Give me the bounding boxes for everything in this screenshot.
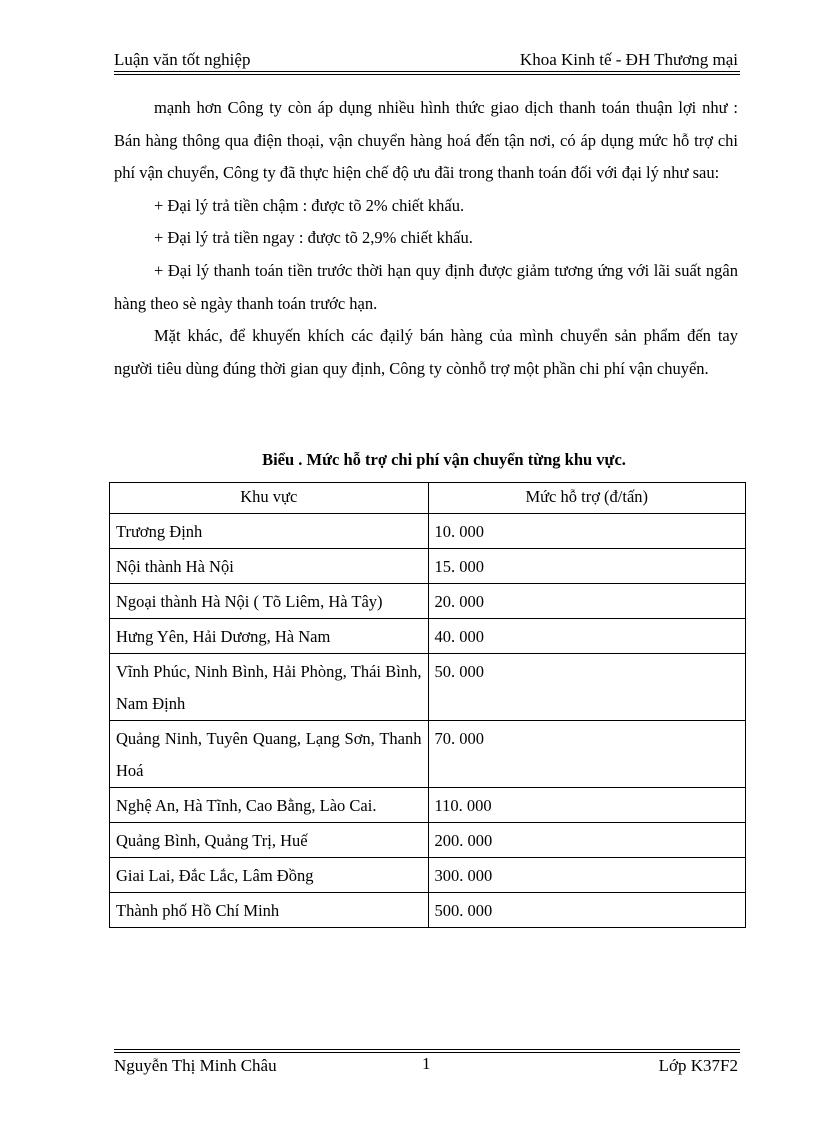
bullet-early-payment: + Đại lý thanh toán tiền trước thời hạn quy định được giảm tương ứng với lãi suất ngân hàng theo sè ngày thanh toán trước hạn. (114, 260, 738, 313)
amount-cell: 40. 000 (428, 619, 746, 654)
table-row (110, 514, 746, 549)
table-row (110, 584, 746, 619)
region-cell: Quảng Ninh, Tuyên Quang, Lạng Sơn, Thanh Hoá (110, 721, 429, 788)
table-caption: Biểu . Mức hỗ trợ chi phí vận chuyển từng khu vực. (262, 450, 626, 469)
amount-cell: 10. 000 (428, 514, 746, 549)
table-row (110, 654, 746, 721)
region-cell: Giai Lai, Đắc Lắc, Lâm Đồng (110, 858, 429, 893)
header-faculty: Khoa Kinh tế - ĐH Thương mại (519, 50, 738, 69)
page-header (114, 48, 738, 72)
transport-support-table (109, 482, 746, 928)
region-cell: Ngoại thành Hà Nội ( Tõ Liêm, Hà Tây) (110, 584, 429, 619)
region-cell: Nghệ An, Hà Tĩnh, Cao Bằng, Lào Cai. (110, 788, 429, 823)
amount-cell: 70. 000 (428, 721, 746, 788)
amount-cell: 110. 000 (428, 788, 746, 823)
footer-divider (114, 1049, 740, 1050)
footer-class: Lớp K37F2 (658, 1056, 738, 1075)
amount-cell: 200. 000 (428, 823, 746, 858)
region-cell: Hưng Yên, Hải Dương, Hà Nam (110, 619, 429, 654)
paragraph-transport-support: Mặt khác, để khuyến khích các đạilý bán hàng của mình chuyển sản phẩm đến tay người tiêu dùng đúng thời gian quy định, Công ty cònhỗ trợ một phần chi phí vận chuyển. (114, 326, 738, 378)
table-row (110, 893, 746, 928)
column-header-region: Khu vực (110, 483, 429, 514)
table-row (110, 823, 746, 858)
region-cell: Trương Định (110, 514, 429, 549)
amount-cell: 15. 000 (428, 549, 746, 584)
header-divider (114, 71, 740, 72)
region-cell: Nội thành Hà Nội (110, 549, 429, 584)
region-cell: Quảng Bình, Quảng Trị, Huế (110, 823, 429, 858)
bullet-late-payment: + Đại lý trả tiền chậm : được tõ 2% chiết khấu. (154, 195, 465, 215)
amount-cell: 50. 000 (428, 654, 746, 721)
header-thesis-title: Luận văn tốt nghiệp (114, 50, 251, 69)
table-row (110, 858, 746, 893)
page-number: 1 (422, 1054, 431, 1073)
table-header-row (110, 483, 746, 514)
region-cell: Thành phố Hồ Chí Minh (110, 893, 429, 928)
bullet-immediate-payment: + Đại lý trả tiền ngay : được tõ 2,9% chiết khấu. (154, 228, 473, 248)
footer-divider-double (114, 1052, 740, 1053)
table-row (110, 549, 746, 584)
table-row (110, 788, 746, 823)
table-row (110, 721, 746, 788)
table-row (110, 619, 746, 654)
column-header-support-amount: Mức hỗ trợ (đ/tấn) (428, 483, 746, 514)
page-footer (114, 1054, 738, 1078)
amount-cell: 20. 000 (428, 584, 746, 619)
amount-cell: 500. 000 (428, 893, 746, 928)
footer-author: Nguyễn Thị Minh Châu (114, 1056, 277, 1075)
header-divider-double (114, 74, 740, 75)
body-text (114, 92, 738, 385)
region-cell: Vĩnh Phúc, Ninh Bình, Hải Phòng, Thái Bình, Nam Định (110, 654, 429, 721)
amount-cell: 300. 000 (428, 858, 746, 893)
paragraph-payment-methods: mạnh hơn Công ty còn áp dụng nhiều hình thức giao dịch thanh toán thuận lợi như : Bán hàng thông qua điện thoại, vận chuyển hàng hoá đến tận nơi, có áp dụng mức hỗ trợ chi phí vận chuyển, Công ty đã thực hiện chế độ ưu đãi trong thanh toán đối với đại lý như sau: (114, 98, 738, 183)
